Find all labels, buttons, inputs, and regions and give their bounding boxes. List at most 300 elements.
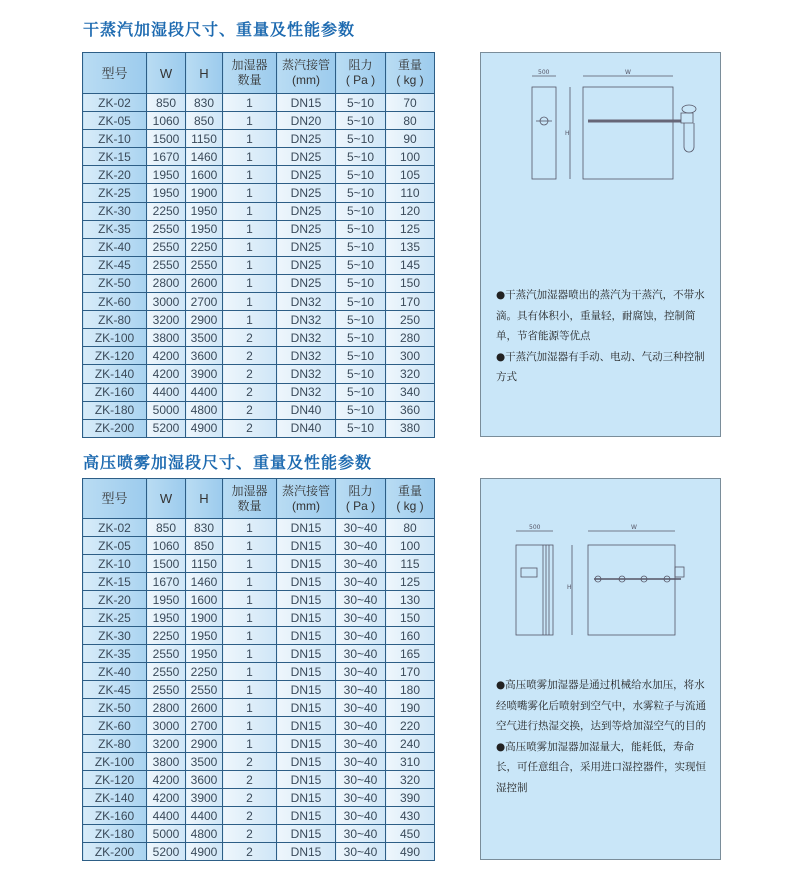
table-cell: 1 — [223, 717, 277, 735]
table-cell: ZK-25 — [83, 609, 147, 627]
table-cell: 1500 — [147, 130, 186, 148]
table-cell: 110 — [386, 184, 435, 202]
column-header: 重量 ( kg ) — [386, 53, 435, 94]
table-cell: ZK-100 — [83, 753, 147, 771]
table-cell: ZK-140 — [83, 365, 147, 383]
table-cell: 850 — [147, 94, 186, 112]
spray-humidifier-diagram — [481, 479, 722, 679]
table-cell: 1670 — [147, 573, 186, 591]
table-cell: 1950 — [186, 202, 223, 220]
table-cell: DN25 — [277, 148, 336, 166]
table-cell: 390 — [386, 789, 435, 807]
table-cell: 1950 — [147, 591, 186, 609]
table-cell: 30~40 — [336, 681, 386, 699]
table-cell: 380 — [386, 419, 435, 437]
table-cell: 30~40 — [336, 627, 386, 645]
table-cell: 490 — [386, 843, 435, 861]
table-cell: 4900 — [186, 419, 223, 437]
table-cell: 2550 — [147, 220, 186, 238]
table-cell: 4400 — [186, 383, 223, 401]
table-cell: 30~40 — [336, 663, 386, 681]
table-cell: ZK-50 — [83, 274, 147, 292]
table-cell: ZK-25 — [83, 184, 147, 202]
table-cell: 2 — [223, 347, 277, 365]
table-cell: 2900 — [186, 735, 223, 753]
table-cell: 5~10 — [336, 365, 386, 383]
table-cell: 70 — [386, 94, 435, 112]
table-row — [83, 717, 435, 735]
table-cell: 2 — [223, 401, 277, 419]
table-row — [83, 256, 435, 274]
table-row — [83, 771, 435, 789]
svg-text:500: 500 — [529, 524, 541, 531]
table-cell: DN25 — [277, 184, 336, 202]
column-header: 重量 ( kg ) — [386, 479, 435, 519]
table-cell: 2 — [223, 419, 277, 437]
high-pressure-spray-info-panel — [480, 478, 721, 860]
table-cell: 30~40 — [336, 825, 386, 843]
table-cell: 2 — [223, 329, 277, 347]
table-cell: 3000 — [147, 717, 186, 735]
table-cell: 830 — [186, 519, 223, 537]
table-cell: 1 — [223, 537, 277, 555]
table-cell: DN15 — [277, 789, 336, 807]
table-cell: 2 — [223, 771, 277, 789]
table-cell: 1150 — [186, 555, 223, 573]
table-cell: 3900 — [186, 789, 223, 807]
column-header: 型号 — [83, 479, 147, 519]
table-cell: DN25 — [277, 256, 336, 274]
table-cell: 830 — [186, 94, 223, 112]
table-cell: 300 — [386, 347, 435, 365]
table-cell: 3600 — [186, 347, 223, 365]
table-cell: 2800 — [147, 274, 186, 292]
table-cell: ZK-20 — [83, 166, 147, 184]
table-cell: 1 — [223, 663, 277, 681]
table-cell: 1950 — [147, 184, 186, 202]
table-cell: 160 — [386, 627, 435, 645]
table-cell: DN25 — [277, 274, 336, 292]
table-cell: DN32 — [277, 383, 336, 401]
column-header: 蒸汽接管 (mm) — [277, 479, 336, 519]
table-cell: 170 — [386, 293, 435, 311]
table-cell: 5000 — [147, 825, 186, 843]
column-header: W — [147, 53, 186, 94]
table-cell: 1950 — [147, 166, 186, 184]
table-row — [83, 753, 435, 771]
table-row — [83, 555, 435, 573]
column-header: H — [186, 53, 223, 94]
table-cell: 2550 — [147, 238, 186, 256]
table-cell: ZK-120 — [83, 771, 147, 789]
table-cell: 2 — [223, 843, 277, 861]
column-header: 蒸汽接管 (mm) — [277, 53, 336, 94]
table-cell: DN15 — [277, 627, 336, 645]
table-cell: 1600 — [186, 166, 223, 184]
table-row — [83, 347, 435, 365]
table-cell: 145 — [386, 256, 435, 274]
table-cell: ZK-45 — [83, 256, 147, 274]
table-cell: 4200 — [147, 365, 186, 383]
table-row — [83, 184, 435, 202]
table-cell: DN25 — [277, 130, 336, 148]
table-cell: 1460 — [186, 573, 223, 591]
table-cell: DN32 — [277, 311, 336, 329]
table-cell: DN15 — [277, 717, 336, 735]
table-cell: 1 — [223, 591, 277, 609]
table-cell: DN32 — [277, 293, 336, 311]
table-cell: 150 — [386, 274, 435, 292]
table-cell: 5~10 — [336, 401, 386, 419]
note-2: ●干蒸汽加湿器有手动、电动、气动三种控制方式 — [496, 350, 705, 383]
table-cell: 5~10 — [336, 238, 386, 256]
table-cell: 1670 — [147, 148, 186, 166]
table-cell: 850 — [186, 112, 223, 130]
table-cell: 2550 — [147, 645, 186, 663]
table-cell: 2250 — [147, 202, 186, 220]
table-row — [83, 401, 435, 419]
table-cell: 1 — [223, 112, 277, 130]
table-cell: DN15 — [277, 735, 336, 753]
table-cell: ZK-140 — [83, 789, 147, 807]
table-cell: ZK-10 — [83, 555, 147, 573]
table-cell: 80 — [386, 519, 435, 537]
table-cell: 2600 — [186, 699, 223, 717]
table-cell: 5~10 — [336, 293, 386, 311]
table-cell: 1900 — [186, 609, 223, 627]
table-cell: 2700 — [186, 717, 223, 735]
table-row — [83, 735, 435, 753]
note-2: ●高压喷雾加湿器加湿量大，能耗低，寿命长，可任意组合，采用进口湿控器件，实现恒湿控制 — [496, 740, 706, 794]
table-cell: 1 — [223, 735, 277, 753]
table-cell: ZK-160 — [83, 807, 147, 825]
svg-text:H: H — [567, 584, 572, 591]
table-cell: DN40 — [277, 401, 336, 419]
table-row — [83, 573, 435, 591]
table-cell: 3600 — [186, 771, 223, 789]
table-cell: ZK-02 — [83, 94, 147, 112]
table-cell: ZK-15 — [83, 573, 147, 591]
column-header: 加湿器 数量 — [223, 53, 277, 94]
table-cell: 1460 — [186, 148, 223, 166]
header-row — [83, 479, 435, 519]
table-cell: ZK-50 — [83, 699, 147, 717]
table-cell: 1 — [223, 609, 277, 627]
table-row — [83, 148, 435, 166]
table-cell: 4400 — [147, 807, 186, 825]
table-cell: DN15 — [277, 753, 336, 771]
table-cell: 5~10 — [336, 274, 386, 292]
table-cell: 30~40 — [336, 717, 386, 735]
table-cell: DN25 — [277, 202, 336, 220]
table-cell: 3200 — [147, 311, 186, 329]
header-row — [83, 53, 435, 94]
table-cell: 5~10 — [336, 383, 386, 401]
table-row — [83, 663, 435, 681]
table-cell: 1 — [223, 148, 277, 166]
table-cell: 5~10 — [336, 256, 386, 274]
table-row — [83, 238, 435, 256]
table-cell: 280 — [386, 329, 435, 347]
table-cell: 5~10 — [336, 166, 386, 184]
svg-text:W: W — [631, 524, 637, 531]
table-cell: 30~40 — [336, 843, 386, 861]
table-cell: ZK-80 — [83, 735, 147, 753]
table-cell: 3800 — [147, 329, 186, 347]
section2-title: 高压喷雾加湿段尺寸、重量及性能参数 — [83, 453, 373, 472]
table-cell: 5~10 — [336, 220, 386, 238]
table-cell: 4400 — [147, 383, 186, 401]
table-cell: 130 — [386, 591, 435, 609]
table-cell: 80 — [386, 112, 435, 130]
table-cell: 5200 — [147, 419, 186, 437]
table-row — [83, 383, 435, 401]
table-cell: 30~40 — [336, 609, 386, 627]
table-cell: 220 — [386, 717, 435, 735]
table-cell: ZK-180 — [83, 825, 147, 843]
table-cell: 5~10 — [336, 202, 386, 220]
table-cell: DN15 — [277, 94, 336, 112]
table-cell: DN15 — [277, 555, 336, 573]
table-cell: 105 — [386, 166, 435, 184]
table-cell: 30~40 — [336, 735, 386, 753]
table-row — [83, 825, 435, 843]
table-cell: 250 — [386, 311, 435, 329]
table-cell: 5~10 — [336, 347, 386, 365]
table-cell: 1 — [223, 202, 277, 220]
table-cell: 1 — [223, 627, 277, 645]
table-cell: ZK-40 — [83, 238, 147, 256]
table-cell: DN15 — [277, 663, 336, 681]
table-cell: ZK-80 — [83, 311, 147, 329]
table-cell: 1 — [223, 573, 277, 591]
table-cell: 4900 — [186, 843, 223, 861]
table-cell: 3000 — [147, 293, 186, 311]
table-cell: 1150 — [186, 130, 223, 148]
table-row — [83, 419, 435, 437]
dry-steam-humidifier-diagram — [481, 53, 722, 253]
table-row — [83, 609, 435, 627]
table-cell: 90 — [386, 130, 435, 148]
table-cell: DN20 — [277, 112, 336, 130]
table-cell: 5~10 — [336, 419, 386, 437]
table-row — [83, 843, 435, 861]
table-cell: 5~10 — [336, 184, 386, 202]
table-cell: 30~40 — [336, 591, 386, 609]
table-cell: 1 — [223, 519, 277, 537]
table-cell: 30~40 — [336, 789, 386, 807]
table-row — [83, 789, 435, 807]
table-cell: ZK-30 — [83, 627, 147, 645]
table-cell: DN15 — [277, 573, 336, 591]
table-cell: 170 — [386, 663, 435, 681]
dry-steam-info-panel — [480, 52, 721, 437]
column-header: 阻力 ( Pa ) — [336, 53, 386, 94]
table-cell: 1 — [223, 220, 277, 238]
table-row — [83, 329, 435, 347]
table-row — [83, 112, 435, 130]
table-cell: 4800 — [186, 401, 223, 419]
table-cell: ZK-20 — [83, 591, 147, 609]
table-row — [83, 202, 435, 220]
table-cell: 850 — [186, 537, 223, 555]
table-cell: 2250 — [147, 627, 186, 645]
table-cell: 100 — [386, 148, 435, 166]
table-row — [83, 591, 435, 609]
table-cell: 125 — [386, 220, 435, 238]
table-cell: 3900 — [186, 365, 223, 383]
table-cell: ZK-180 — [83, 401, 147, 419]
table-cell: 1 — [223, 166, 277, 184]
table-cell: 320 — [386, 365, 435, 383]
table-cell: 450 — [386, 825, 435, 843]
table-cell: ZK-200 — [83, 843, 147, 861]
table-cell: DN32 — [277, 347, 336, 365]
table-cell: 1 — [223, 94, 277, 112]
table-cell: 5~10 — [336, 148, 386, 166]
table-row — [83, 220, 435, 238]
table-cell: DN25 — [277, 220, 336, 238]
table-cell: 3500 — [186, 329, 223, 347]
table-cell: 30~40 — [336, 645, 386, 663]
table-cell: 1 — [223, 555, 277, 573]
table-cell: ZK-35 — [83, 220, 147, 238]
table-row — [83, 519, 435, 537]
table-cell: 30~40 — [336, 519, 386, 537]
table-cell: 30~40 — [336, 699, 386, 717]
table-cell: ZK-45 — [83, 681, 147, 699]
table-cell: 2900 — [186, 311, 223, 329]
table-row — [83, 681, 435, 699]
table-cell: DN15 — [277, 807, 336, 825]
table-cell: 1 — [223, 274, 277, 292]
table-cell: 120 — [386, 202, 435, 220]
table-row — [83, 365, 435, 383]
table-cell: 1500 — [147, 555, 186, 573]
table-cell: 1 — [223, 256, 277, 274]
table-cell: ZK-100 — [83, 329, 147, 347]
table-row — [83, 699, 435, 717]
column-header: W — [147, 479, 186, 519]
table-cell: 1 — [223, 130, 277, 148]
table-cell: DN15 — [277, 699, 336, 717]
table-cell: 5~10 — [336, 112, 386, 130]
table-cell: 340 — [386, 383, 435, 401]
table-cell: ZK-60 — [83, 717, 147, 735]
table-cell: 3500 — [186, 753, 223, 771]
table-cell: ZK-10 — [83, 130, 147, 148]
table-cell: 2800 — [147, 699, 186, 717]
table-cell: 1060 — [147, 537, 186, 555]
table-cell: ZK-05 — [83, 112, 147, 130]
column-header: 加湿器 数量 — [223, 479, 277, 519]
table-cell: 5200 — [147, 843, 186, 861]
table-cell: DN25 — [277, 166, 336, 184]
table-cell: 360 — [386, 401, 435, 419]
table-cell: 2 — [223, 825, 277, 843]
table-cell: 310 — [386, 753, 435, 771]
table-cell: 2700 — [186, 293, 223, 311]
table-cell: 2250 — [186, 238, 223, 256]
table-row — [83, 645, 435, 663]
table-cell: 2550 — [186, 256, 223, 274]
table-cell: 4800 — [186, 825, 223, 843]
table-cell: 1 — [223, 293, 277, 311]
table-cell: 5~10 — [336, 329, 386, 347]
table-cell: 30~40 — [336, 807, 386, 825]
table-cell: 2600 — [186, 274, 223, 292]
table-row — [83, 807, 435, 825]
table-cell: DN32 — [277, 329, 336, 347]
table-cell: 2550 — [147, 663, 186, 681]
table-cell: 1950 — [186, 220, 223, 238]
table-cell: DN15 — [277, 645, 336, 663]
table-cell: DN15 — [277, 591, 336, 609]
table-cell: 1 — [223, 184, 277, 202]
table-row — [83, 311, 435, 329]
table-cell: 115 — [386, 555, 435, 573]
svg-text:500: 500 — [538, 69, 550, 76]
table-cell: 4200 — [147, 789, 186, 807]
table-cell: ZK-30 — [83, 202, 147, 220]
table-cell: 2550 — [147, 681, 186, 699]
table-cell: DN25 — [277, 238, 336, 256]
column-header: H — [186, 479, 223, 519]
table-cell: 850 — [147, 519, 186, 537]
column-header: 型号 — [83, 53, 147, 94]
table-row — [83, 627, 435, 645]
table-cell: DN15 — [277, 825, 336, 843]
table-row — [83, 94, 435, 112]
column-header: 阻力 ( Pa ) — [336, 479, 386, 519]
table-cell: 4400 — [186, 807, 223, 825]
table-cell: 2 — [223, 789, 277, 807]
table-cell: 1950 — [186, 627, 223, 645]
table-cell: 240 — [386, 735, 435, 753]
table-cell: 2 — [223, 365, 277, 383]
table-cell: ZK-05 — [83, 537, 147, 555]
section1-title: 干蒸汽加湿段尺寸、重量及性能参数 — [83, 20, 356, 39]
table-cell: ZK-120 — [83, 347, 147, 365]
table-cell: ZK-60 — [83, 293, 147, 311]
table-cell: 5~10 — [336, 94, 386, 112]
table-cell: 2550 — [186, 681, 223, 699]
table-cell: 3200 — [147, 735, 186, 753]
dry-steam-spec-table — [82, 52, 435, 438]
table-cell: 2 — [223, 807, 277, 825]
table-cell: ZK-40 — [83, 663, 147, 681]
table-cell: 1 — [223, 238, 277, 256]
table-cell: 30~40 — [336, 555, 386, 573]
table-cell: 30~40 — [336, 573, 386, 591]
table-cell: DN32 — [277, 365, 336, 383]
note-1: ●高压喷雾加湿器是通过机械给水加压，将水经喷嘴雾化后喷射到空气中，水雾粒子与流通空气进行热湿交换，达到等焓加湿空气的目的 — [496, 679, 706, 732]
table-cell: 1 — [223, 311, 277, 329]
table-cell: 2550 — [147, 256, 186, 274]
table-cell: DN15 — [277, 537, 336, 555]
table-cell: ZK-160 — [83, 383, 147, 401]
table-cell: 1 — [223, 645, 277, 663]
table-cell: DN15 — [277, 519, 336, 537]
table-cell: 135 — [386, 238, 435, 256]
table-row — [83, 274, 435, 292]
table-cell: DN40 — [277, 419, 336, 437]
table-cell: ZK-02 — [83, 519, 147, 537]
svg-text:W: W — [625, 69, 631, 76]
table-cell: DN15 — [277, 843, 336, 861]
table-row — [83, 130, 435, 148]
table-cell: 4200 — [147, 347, 186, 365]
